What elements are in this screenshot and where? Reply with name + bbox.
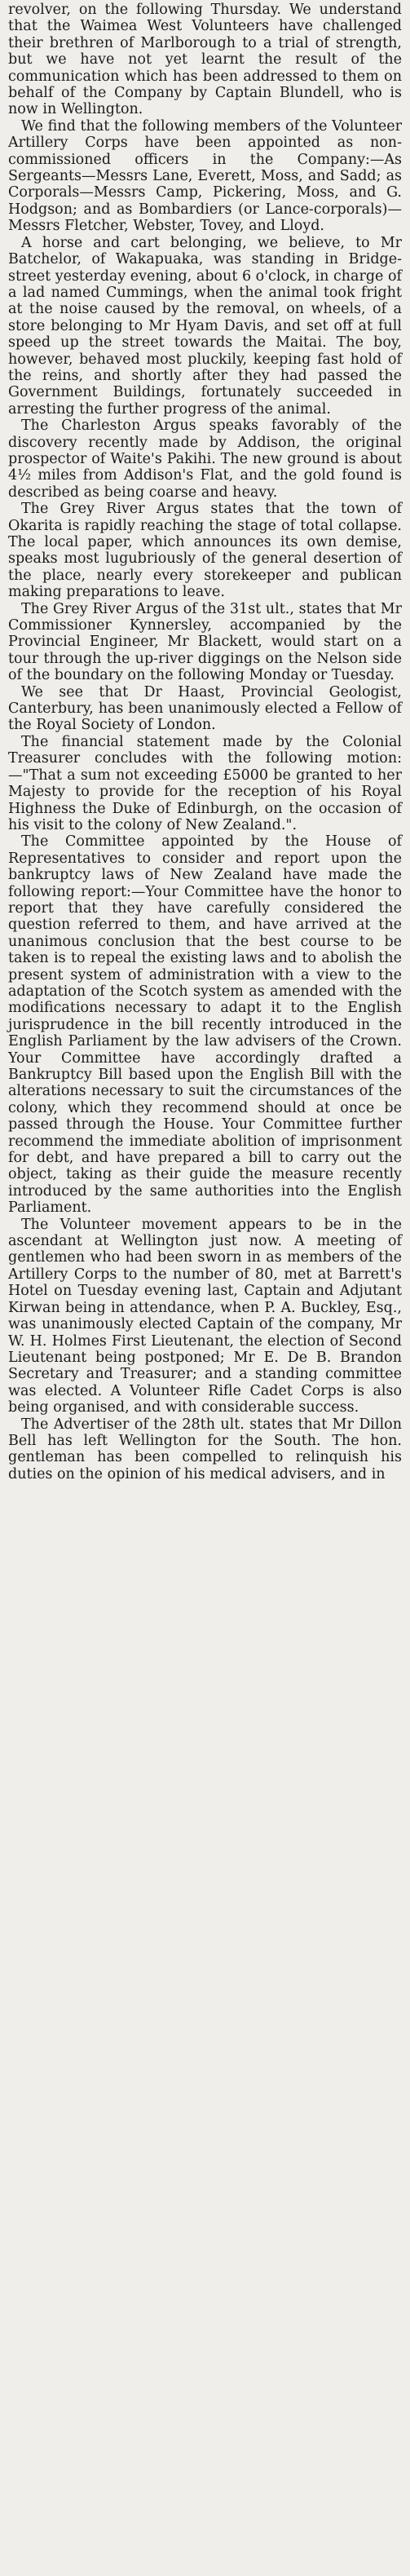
paragraph-bankruptcy-report: The Committee appointed by the House of Representatives to consider and report upon the bankruptcy laws of New Zealand have made the following report:—Your Committee have the honor to report that they have carefully considered the question referred to them, and have arrived at the unanimous conclusion that the best course to be taken is to repeal the existing laws and to abolish the present system of administration with a view to the adaptation of the Scotch system as amended with the modifications necessary to adapt it to the English jurisprudence in the bill recently introduced in the English Parliament by the law advisers of the Crown. Your Committee have accordingly drafted a Bankruptcy Bill based upon the English Bill with the alterations necessary to suit the circumstances of the colony, which they recommend should at once be passed through the House. Your Committee further recommend the immediate abolition of imprisonment for debt, and have prepared a bill to carry out the object, taking as their guide the measure recently introduced by the same authorities into the English Parliament.	[8, 833, 402, 1217]
paragraph-okarita-collapse: The Grey River Argus states that the town of Okarita is rapidly reaching the stage of total collapse. The local paper, which announces its own demise, speaks most lugubriously of the general desertion of the place, nearly every storekeeper and publican making preparations to leave.	[8, 501, 402, 601]
newspaper-column	[8, 2, 402, 1482]
paragraph-horse-and-cart: A horse and cart belonging, we believe, to Mr Batchelor, of Wakapuaka, was standing in Bridge-street yesterday evening, about 6 o'clock, in charge of a lad named Cummings, when the animal took fright at the noise caused by the removal, on wheels, of a store belonging to Mr Hyam Davis, and set off at full speed up the street towards the Maitai. The boy, however, behaved most pluckily, keeping fast hold of the reins, and shortly after they had passed the Government Buildings, fortunately succeeded in arresting the further progress of the animal.	[8, 234, 402, 418]
paragraph-volunteer-movement: The Volunteer movement appears to be in the ascendant at Wellington just now. A meeting of gentlemen who had been sworn in as members of the Artillery Corps to the number of 80, met at Barrett's Hotel on Tuesday evening last, Captain and Adjutant Kirwan being in attendance, when P. A. Buckley, Esq., was unanimously elected Captain of the company, Mr W. H. Holmes First Lieutenant, the election of Second Lieutenant being postponed; Mr E. De B. Brandon Secretary and Treasurer; and a standing committee was elected. A Volunteer Rifle Cadet Corps is also being organised, and with considerable success.	[8, 1216, 402, 1416]
paragraph-volunteers-challenge: revolver, on the following Thursday. We understand that the Waimea West Volunteers have challenged their brethren of Marlborough to a trial of strength, but we have not yet learnt the result of the communication which has been addressed to them on behalf of the Company by Captain Blundell, who is now in Wellington.	[8, 2, 402, 118]
paragraph-financial-statement: The financial statement made by the Colonial Treasurer concludes with the following motion:—"That a sum not exceeding £5000 be granted to her Majesty to provide for the reception of his Royal Highness the Duke of Edinburgh, on the occasion of his visit to the colony of New Zealand.".	[8, 733, 402, 833]
paragraph-kynnersley-tour: The Grey River Argus of the 31st ult., states that Mr Commissioner Kynnersley, accompanied by the Provincial Engineer, Mr Blackett, would start on a tour through the up-river diggings on the Nelson side of the boundary on the following Monday or Tuesday.	[8, 600, 402, 684]
paragraph-artillery-officers: We find that the following members of the Volunteer Artillery Corps have been appointed as non-commissioned officers in the Company:—As Sergeants—Messrs Lane, Everett, Moss, and Sadd; as Corporals—Messrs Camp, Pickering, Moss, and G. Hodgson; and as Bombardiers (or Lance-corporals)—Messrs Fletcher, Webster, Tovey, and Lloyd.	[8, 117, 402, 235]
paragraph-charleston-argus: The Charleston Argus speaks favorably of the discovery recently made by Addison, the original prospector of Waite's Pakihi. The new ground is about 4½ miles from Addison's Flat, and the gold found is described as being coarse and heavy.	[8, 418, 402, 501]
paragraph-dillon-bell: The Advertiser of the 28th ult. states that Mr Dillon Bell has left Wellington for the South. The hon. gentleman has been compelled to relinquish his duties on the opinion of his medical advisers, and in	[8, 1416, 402, 1482]
paragraph-dr-haast: We see that Dr Haast, Provincial Geologist, Canterbury, has been unanimously elected a Fellow of the Royal Society of London.	[8, 683, 402, 734]
